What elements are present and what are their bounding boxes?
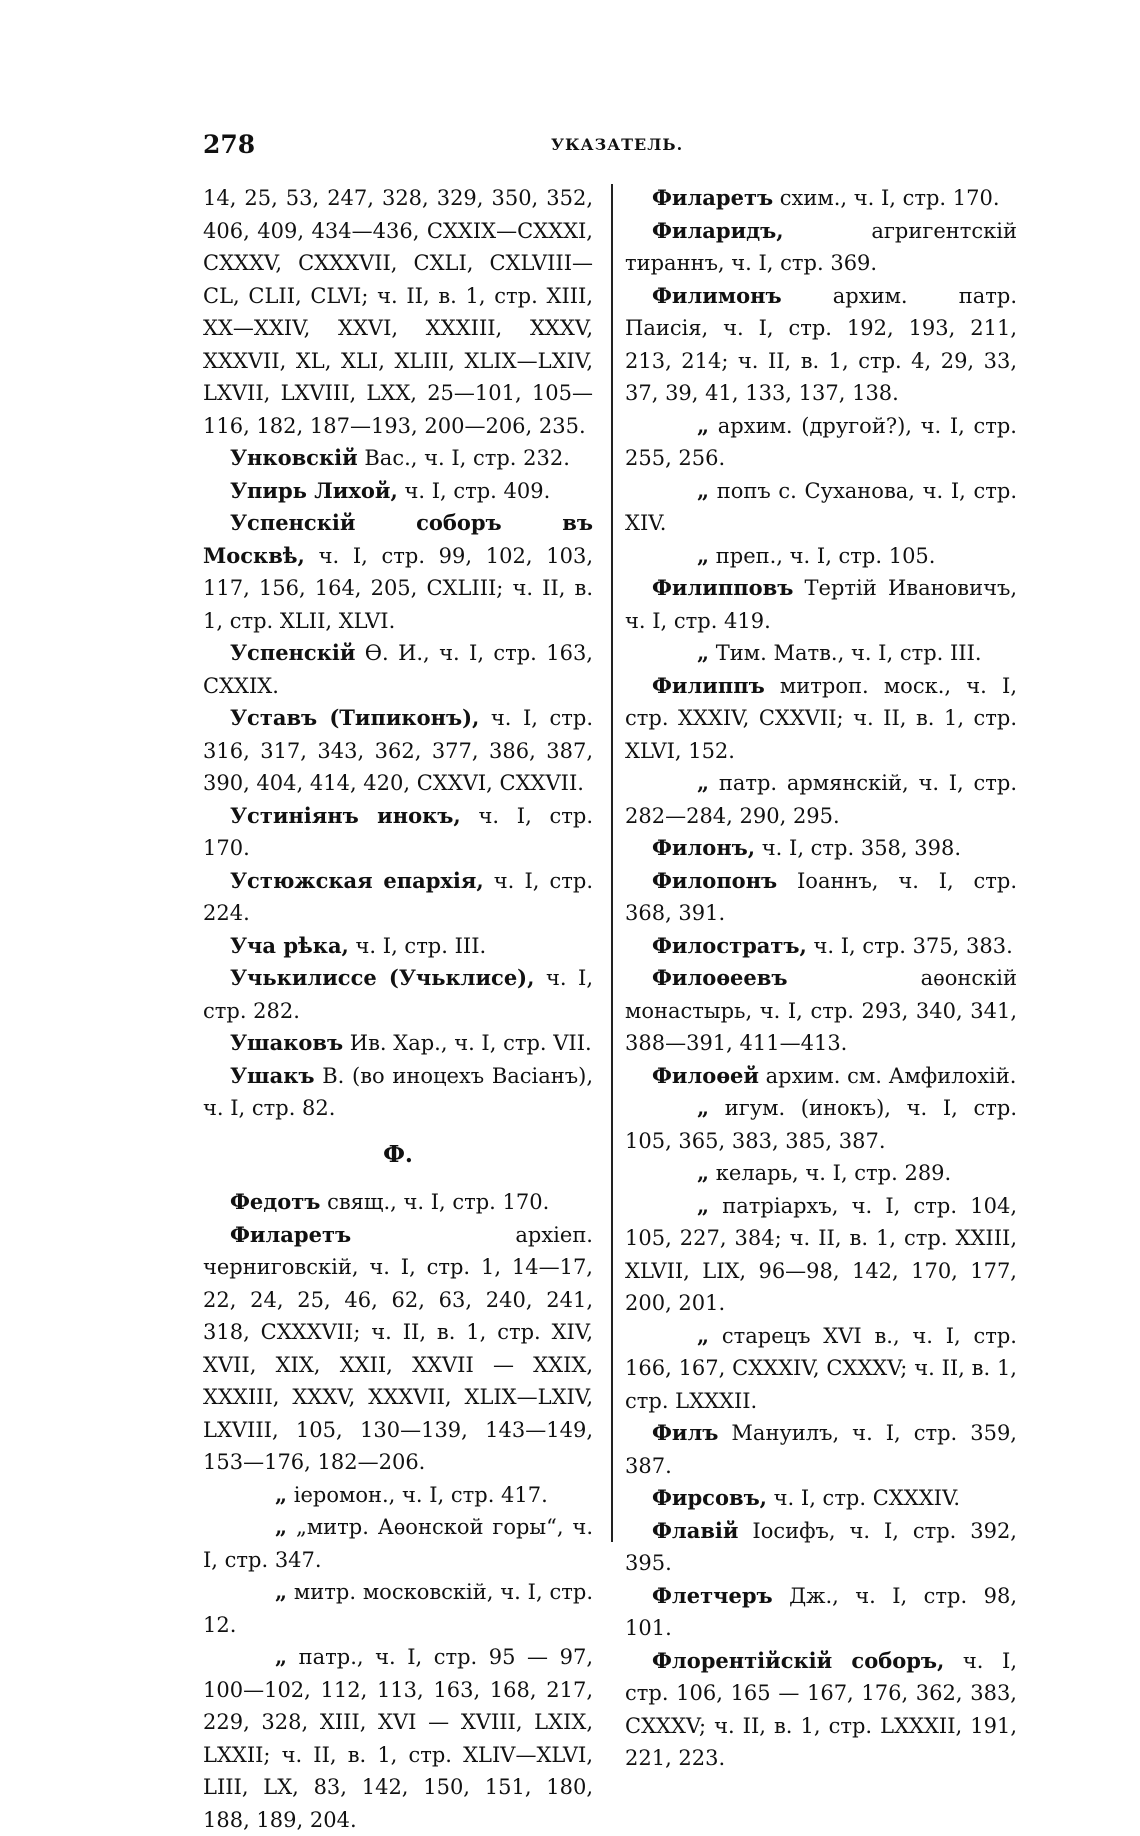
index-subentry: „ старецъ XVI в., ч. I, стр. 166, 167, CXXXIV, CXXXV; ч. II, в. 1, стр. LXXXII.: [625, 1322, 1017, 1413]
index-entry: Филоѳей архим. см. Амфилохій.: [652, 1062, 1017, 1088]
index-entry: Устюжская епархія, ч. I, стр. 224.: [203, 867, 593, 925]
index-entry: Упирь Лихой, ч. I, стр. 409.: [230, 477, 551, 503]
section-letter: Ф.: [383, 1140, 413, 1168]
index-entry: Устиніянъ инокъ, ч. I, стр. 170.: [203, 802, 594, 860]
index-entry: Ушаковъ Ив. Хар., ч. I, стр. VII.: [230, 1030, 592, 1055]
index-subentry: „ игум. (инокъ), ч. I, стр. 105, 365, 383, 385, 387.: [625, 1095, 1017, 1153]
index-entry: Филонъ, ч. I, стр. 358, 398.: [652, 835, 962, 860]
index-entry: Филостратъ, ч. I, стр. 375, 383.: [652, 932, 1013, 958]
index-subentry: „ Тим. Матв., ч. I, стр. III.: [697, 640, 982, 665]
index-entry: Филимонъ архим. патр. Паисія, ч. I, стр. 192, 193, 211, 213, 214; ч. II, в. 1, стр. 4, 29, 33, 37, 39, 41, 133, 137, 138.: [625, 282, 1017, 405]
index-subentry: „ попъ с. Суханова, ч. I, стр. XIV.: [625, 477, 1017, 535]
index-subentry: „ архим. (другой?), ч. I, стр. 255, 256.: [625, 412, 1017, 470]
index-entry: 14, 25, 53, 247, 328, 329, 350, 352, 406, 409, 434—436, CXXIX—CXXXI, CXXXV, CXXXVII, CXLI, CXLVIII—CL, CLII, CLVI; ч. II, в. 1, стр. XIII, XX—XXIV, XXVI, XXXIII, XXXV, XXXVII, XL, XLI, XLIII, XLIX—LXIV, LXVII, LXVIII, LXX, 25—101, 105—116, 182, 187—193, 200—206, 235.: [203, 186, 593, 438]
index-subentry: „ патр. армянскій, ч. I, стр. 282—284, 290, 295.: [625, 770, 1017, 828]
index-entry: Флетчеръ Дж., ч. I, стр. 98, 101.: [625, 1582, 1017, 1640]
index-entry: Уставъ (Типиконъ), ч. I, стр. 316, 317, 343, 362, 377, 386, 387, 390, 404, 414, 420, CXXVI, CXXVII.: [203, 705, 593, 795]
index-entry: Успенскій Ѳ. И., ч. I, стр. 163, CXXIX.: [203, 640, 593, 698]
index-entry: Флавій Іосифъ, ч. I, стр. 392, 395.: [625, 1517, 1017, 1575]
index-subentry: „ патр., ч. I, стр. 95 — 97, 100—102, 112, 113, 163, 168, 217, 229, 328, XIII, XVI — XVIII, LXIX, LXXII; ч. II, в. 1, стр. XLIV—XLVI, LIII, LX, 83, 142, 150, 151, 180, 188, 189, 204.: [203, 1644, 593, 1832]
index-subentry: „ преп., ч. I, стр. 105.: [697, 542, 936, 568]
index-entry: Ушакъ В. (во иноцехъ Васіанъ), ч. I, стр. 82.: [203, 1062, 593, 1120]
index-entry: Федотъ свящ., ч. I, стр. 170.: [230, 1189, 550, 1214]
index-entry: Филопонъ Іоаннъ, ч. I, стр. 368, 391.: [625, 867, 1017, 925]
index-entry: Учькилиссе (Учьклисе), ч. I, стр. 282.: [203, 965, 593, 1023]
index-subentry: „ іеромон., ч. I, стр. 417.: [275, 1481, 548, 1507]
index-subentry: „ „митр. Аѳонской горы“, ч. I, стр. 347.: [203, 1514, 593, 1572]
index-entry: Уча рѣка, ч. I, стр. III.: [230, 932, 487, 958]
index-entry: Филаридъ, агригентскій тираннъ, ч. I, стр. 369.: [625, 217, 1017, 275]
index-entry: Флорентійскій соборъ, ч. I, стр. 106, 165 — 167, 176, 362, 383, CXXXV; ч. II, в. 1, стр. LXXXII, 191, 221, 223.: [625, 1647, 1017, 1770]
index-entry: Филипповъ Тертій Ивановичъ, ч. I, стр. 419.: [625, 575, 1017, 633]
index-subentry: „ митр. московскій, ч. I, стр. 12.: [203, 1579, 593, 1637]
index-subentry: „ келарь, ч. I, стр. 289.: [697, 1160, 952, 1185]
index-entry: Филаретъ архіеп. черниговскій, ч. I, стр. 1, 14—17, 22, 24, 25, 46, 62, 63, 240, 241, 318, CXXXVII; ч. II, в. 1, стр. XIV, XVII, XIX, XXII, XXVII — XXIX, XXXIII, XXXV, XXXVII, XLIX—LXIV, LXVIII, 105, 130—139, 143—149, 153—176, 182—206.: [203, 1221, 593, 1474]
index-entry: Филиппъ митроп. моск., ч. I, стр. XXXIV, CXXVII; ч. II, в. 1, стр. XLVI, 152.: [625, 672, 1017, 763]
index-subentry: „ патріархъ, ч. I, стр. 104, 105, 227, 384; ч. II, в. 1, стр. XXIII, XLVII, LIX, 96—98, 142, 170, 177, 200, 201.: [625, 1192, 1017, 1315]
index-entry: Успенскій соборъ въ Москвѣ, ч. I, стр. 99, 102, 103, 117, 156, 164, 205, CXLIII; ч. II, в. 1, стр. XLII, XLVI.: [203, 510, 593, 633]
page-header: [203, 130, 943, 160]
left-column: [203, 182, 593, 1836]
page-number: 278: [203, 130, 256, 159]
index-entry: Фирсовъ, ч. I, стр. CXXXIV.: [652, 1485, 961, 1510]
index-entry: Филоѳеевъ аѳонскій монастырь, ч. I, стр. 293, 340, 341, 388—391, 411—413.: [625, 965, 1017, 1055]
running-title: УКАЗАТЕЛЬ.: [551, 135, 684, 154]
index-entry: Филаретъ схим., ч. I, стр. 170.: [652, 185, 1000, 210]
index-entry: Филъ Мануилъ, ч. I, стр. 359, 387.: [625, 1420, 1017, 1478]
right-column: [625, 182, 1017, 1775]
index-entry: Унковскій Вас., ч. I, стр. 232.: [230, 445, 570, 470]
column-divider: [611, 184, 613, 1542]
